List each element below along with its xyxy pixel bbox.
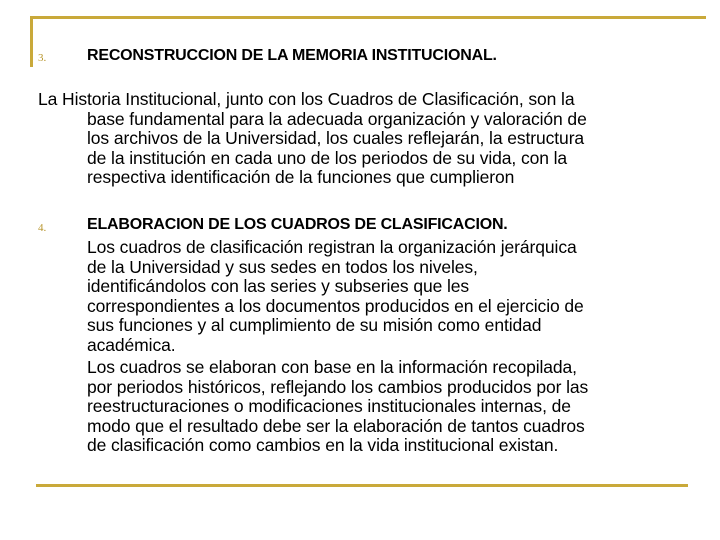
paragraph-line: por periodos históricos, reflejando los cambios producidos por las — [87, 376, 589, 397]
bottom-rule — [36, 484, 688, 487]
paragraph-line: académica. — [87, 334, 176, 355]
section-3-paragraph — [38, 90, 587, 188]
paragraph-line: Los cuadros de clasificación registran la organización jerárquica — [87, 237, 577, 257]
paragraph-line: base fundamental para la adecuada organización y valoración de — [87, 108, 587, 129]
paragraph-line: de clasificación como cambios en la vida institucional existan. — [87, 435, 559, 455]
paragraph-line: de la Universidad y sus sedes en todos los niveles, — [87, 256, 478, 277]
paragraph-line: identificándolos con las series y subseries que les — [87, 276, 470, 296]
paragraph-line: modo que el resultado debe ser la elaboración de tantos cuadros — [87, 415, 585, 436]
paragraph-line: Los cuadros se elaboran con base en la información recopilada, — [87, 357, 577, 377]
section-4-title: ELABORACION DE LOS CUADROS DE CLASIFICACION. — [87, 216, 508, 233]
section-3-title: RECONSTRUCCION DE LA MEMORIA INSTITUCIONAL. — [87, 47, 497, 64]
section-4-number: 4. — [38, 222, 47, 234]
section-4-paragraph-1 — [87, 238, 584, 355]
paragraph-line: reestructuraciones o modificaciones institucionales internas, de — [87, 396, 571, 416]
paragraph-line: La Historia Institucional, junto con los Cuadros de Clasificación, son la — [38, 89, 575, 109]
paragraph-line: los archivos de la Universidad, los cuales reflejarán, la estructura — [87, 128, 585, 148]
left-rule — [30, 16, 33, 67]
paragraph-line: de la institución en cada uno de los periodos de su vida, con la — [87, 147, 568, 168]
paragraph-line: correspondientes a los documentos producidos en el ejercicio de — [87, 295, 584, 316]
paragraph-line: respectiva identificación de la funciones que cumplieron — [87, 167, 515, 187]
paragraph-line: sus funciones y al cumplimiento de su misión como entidad — [87, 315, 542, 335]
section-4-paragraph-2 — [87, 358, 588, 456]
top-rule — [30, 16, 706, 19]
section-3-number: 3. — [38, 52, 47, 64]
